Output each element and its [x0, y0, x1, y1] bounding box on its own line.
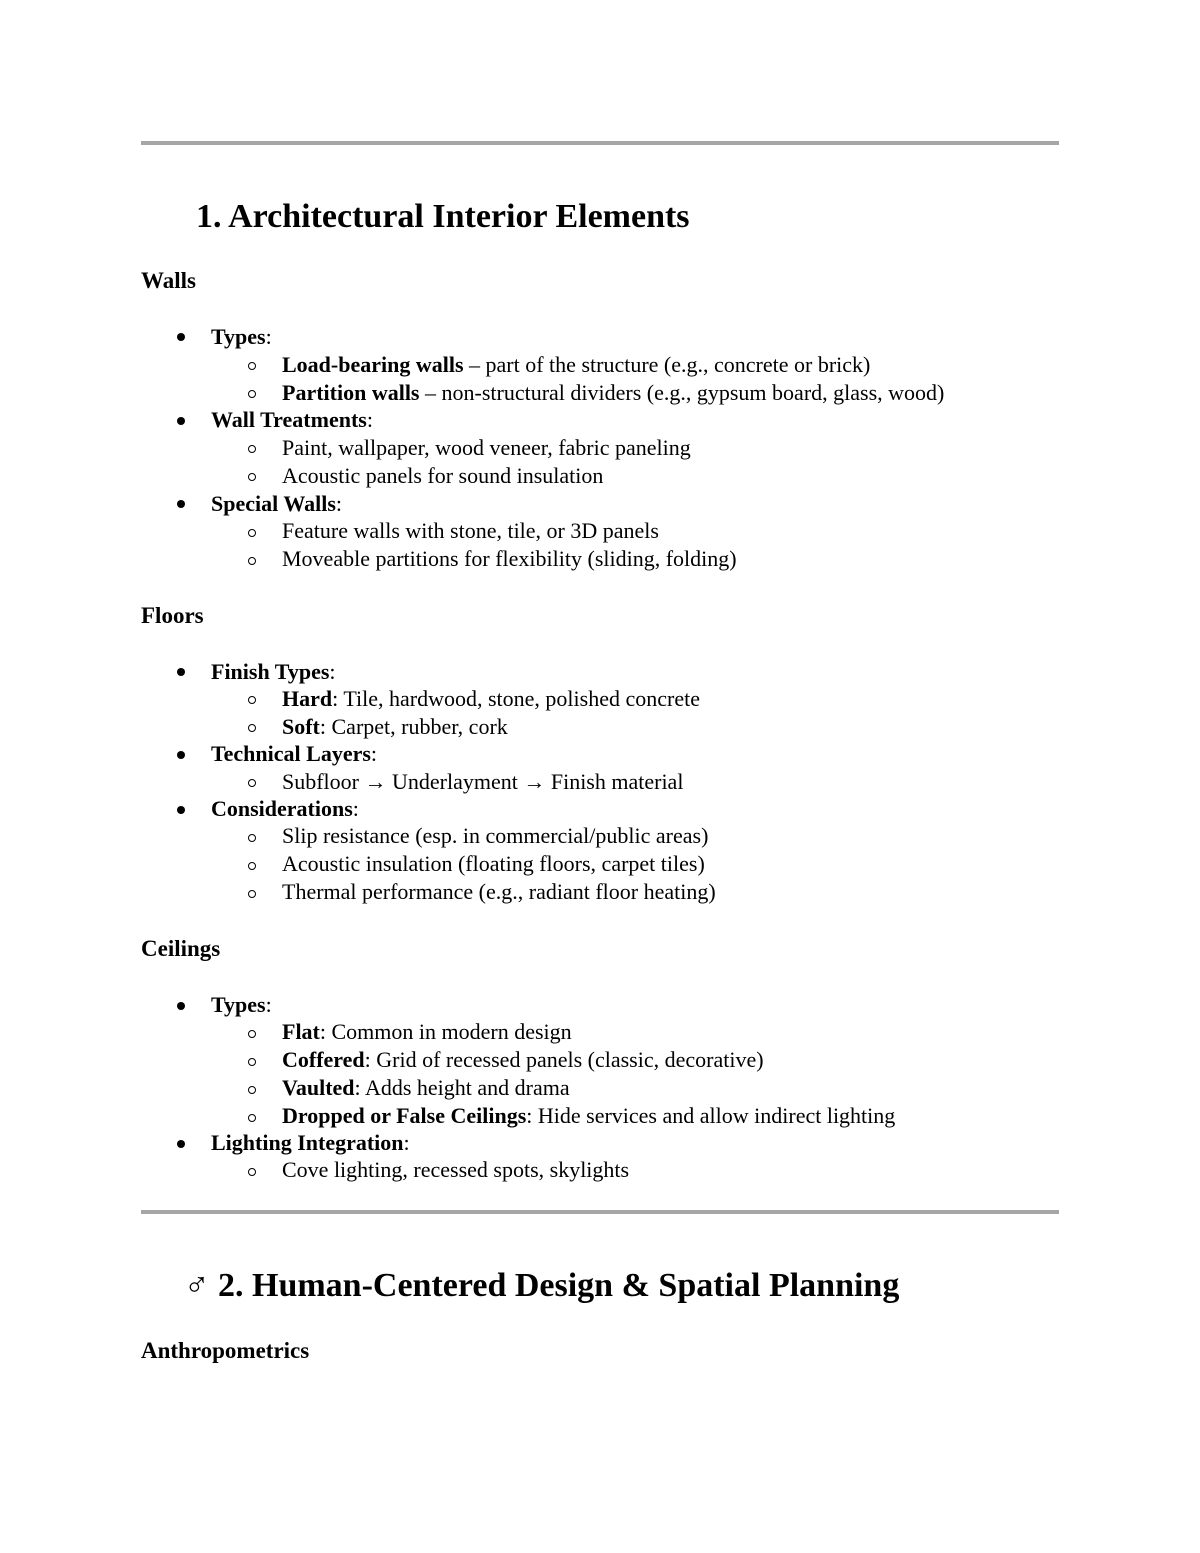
colon: : — [366, 407, 373, 432]
circle-bullet-icon — [248, 390, 256, 398]
list-item — [211, 740, 377, 768]
item-description: : Hide services and allow indirect lighting — [526, 1103, 896, 1128]
list-item: Slip resistance (esp. in commercial/public areas) — [282, 823, 709, 848]
item-term: Load-bearing walls — [282, 352, 464, 377]
list-item — [211, 490, 342, 518]
ceilings-heading: Ceilings — [141, 936, 221, 961]
item-term: Dropped or False Ceilings — [282, 1103, 527, 1128]
list-item: Acoustic insulation (floating floors, carpet tiles) — [282, 851, 705, 876]
item-description: : Adds height and drama — [354, 1075, 570, 1100]
colon: : — [265, 992, 272, 1017]
item-label: Considerations — [211, 796, 353, 821]
circle-bullet-icon — [248, 557, 256, 565]
circle-bullet-icon — [248, 834, 256, 842]
colon: : — [335, 491, 343, 516]
circle-bullet-icon — [248, 1086, 256, 1094]
list-item: Paint, wallpaper, wood veneer, fabric paneling — [282, 435, 691, 460]
item-term: Vaulted — [282, 1075, 355, 1100]
item-label: Lighting Integration — [211, 1130, 404, 1155]
bullet-icon — [177, 333, 185, 341]
item-label: Technical Layers — [211, 741, 371, 766]
circle-bullet-icon — [248, 1030, 256, 1038]
floors-heading: Floors — [141, 603, 204, 628]
list-item — [211, 991, 272, 1019]
circle-bullet-icon — [248, 445, 256, 453]
list-item — [211, 795, 359, 823]
item-description: : Tile, hardwood, stone, polished concrete — [332, 686, 700, 711]
item-label: Finish Types — [211, 659, 330, 684]
circle-bullet-icon — [248, 529, 256, 537]
bullet-icon — [177, 806, 185, 814]
list-item: Moveable partitions for flexibility (sliding, folding) — [282, 546, 737, 571]
item-description: : Common in modern design — [319, 1019, 572, 1044]
item-term: Soft — [282, 714, 320, 739]
circle-bullet-icon — [248, 1114, 256, 1122]
list-item — [282, 379, 944, 407]
section-2-title-text: 2. Human-Centered Design & Spatial Planning — [218, 1267, 900, 1304]
divider — [141, 1210, 1059, 1214]
colon: : — [370, 741, 378, 766]
colon: : — [352, 796, 359, 821]
circle-bullet-icon — [248, 890, 256, 898]
bullet-icon — [177, 668, 185, 676]
list-item: Thermal performance (e.g., radiant floor heating) — [282, 879, 716, 904]
divider — [141, 141, 1059, 145]
item-label: Types — [211, 992, 266, 1017]
colon: : — [329, 659, 336, 684]
list-item: Subfloor → Underlayment → Finish material — [282, 769, 684, 794]
list-item — [282, 1046, 764, 1074]
list-item — [282, 713, 508, 741]
list-item — [211, 406, 373, 434]
list-item — [282, 685, 700, 713]
bullet-icon — [177, 1140, 185, 1148]
bullet-icon — [177, 751, 185, 759]
list-item — [211, 1129, 410, 1157]
section-2-title — [184, 1266, 899, 1306]
list-item — [282, 351, 870, 379]
circle-bullet-icon — [248, 696, 256, 704]
colon: : — [403, 1130, 410, 1155]
bullet-icon — [177, 417, 185, 425]
circle-bullet-icon — [248, 779, 256, 787]
anthropometrics-heading: Anthropometrics — [141, 1338, 310, 1363]
bullet-icon — [177, 500, 185, 508]
item-label: Types — [211, 324, 266, 349]
list-item: Cove lighting, recessed spots, skylights — [282, 1157, 630, 1182]
item-description: – part of the structure (e.g., concrete or brick) — [463, 352, 871, 377]
circle-bullet-icon — [248, 862, 256, 870]
bullet-icon — [177, 1002, 185, 1010]
item-label: Wall Treatments — [211, 407, 367, 432]
list-item — [282, 1074, 570, 1102]
list-item — [211, 658, 336, 686]
item-term: Hard — [282, 686, 333, 711]
male-symbol-icon: ♂ — [184, 1267, 210, 1304]
section-1-title: 1. Architectural Interior Elements — [196, 198, 690, 235]
item-description: : Carpet, rubber, cork — [319, 714, 508, 739]
item-description: – non-structural dividers (e.g., gypsum board, glass, wood) — [419, 380, 945, 405]
circle-bullet-icon — [248, 1058, 256, 1066]
item-term: Flat — [282, 1019, 320, 1044]
circle-bullet-icon — [248, 724, 256, 732]
item-term: Coffered — [282, 1047, 365, 1072]
walls-heading: Walls — [141, 268, 196, 293]
item-description: : Grid of recessed panels (classic, decorative) — [364, 1047, 764, 1072]
circle-bullet-icon — [248, 362, 256, 370]
list-item — [211, 323, 272, 351]
list-item: Acoustic panels for sound insulation — [282, 463, 604, 488]
item-label: Special Walls — [211, 491, 336, 516]
list-item: Feature walls with stone, tile, or 3D panels — [282, 518, 659, 543]
item-term: Partition walls — [282, 380, 420, 405]
list-item — [282, 1102, 895, 1130]
circle-bullet-icon — [248, 1168, 256, 1176]
list-item — [282, 1018, 572, 1046]
circle-bullet-icon — [248, 473, 256, 481]
colon: : — [265, 324, 272, 349]
